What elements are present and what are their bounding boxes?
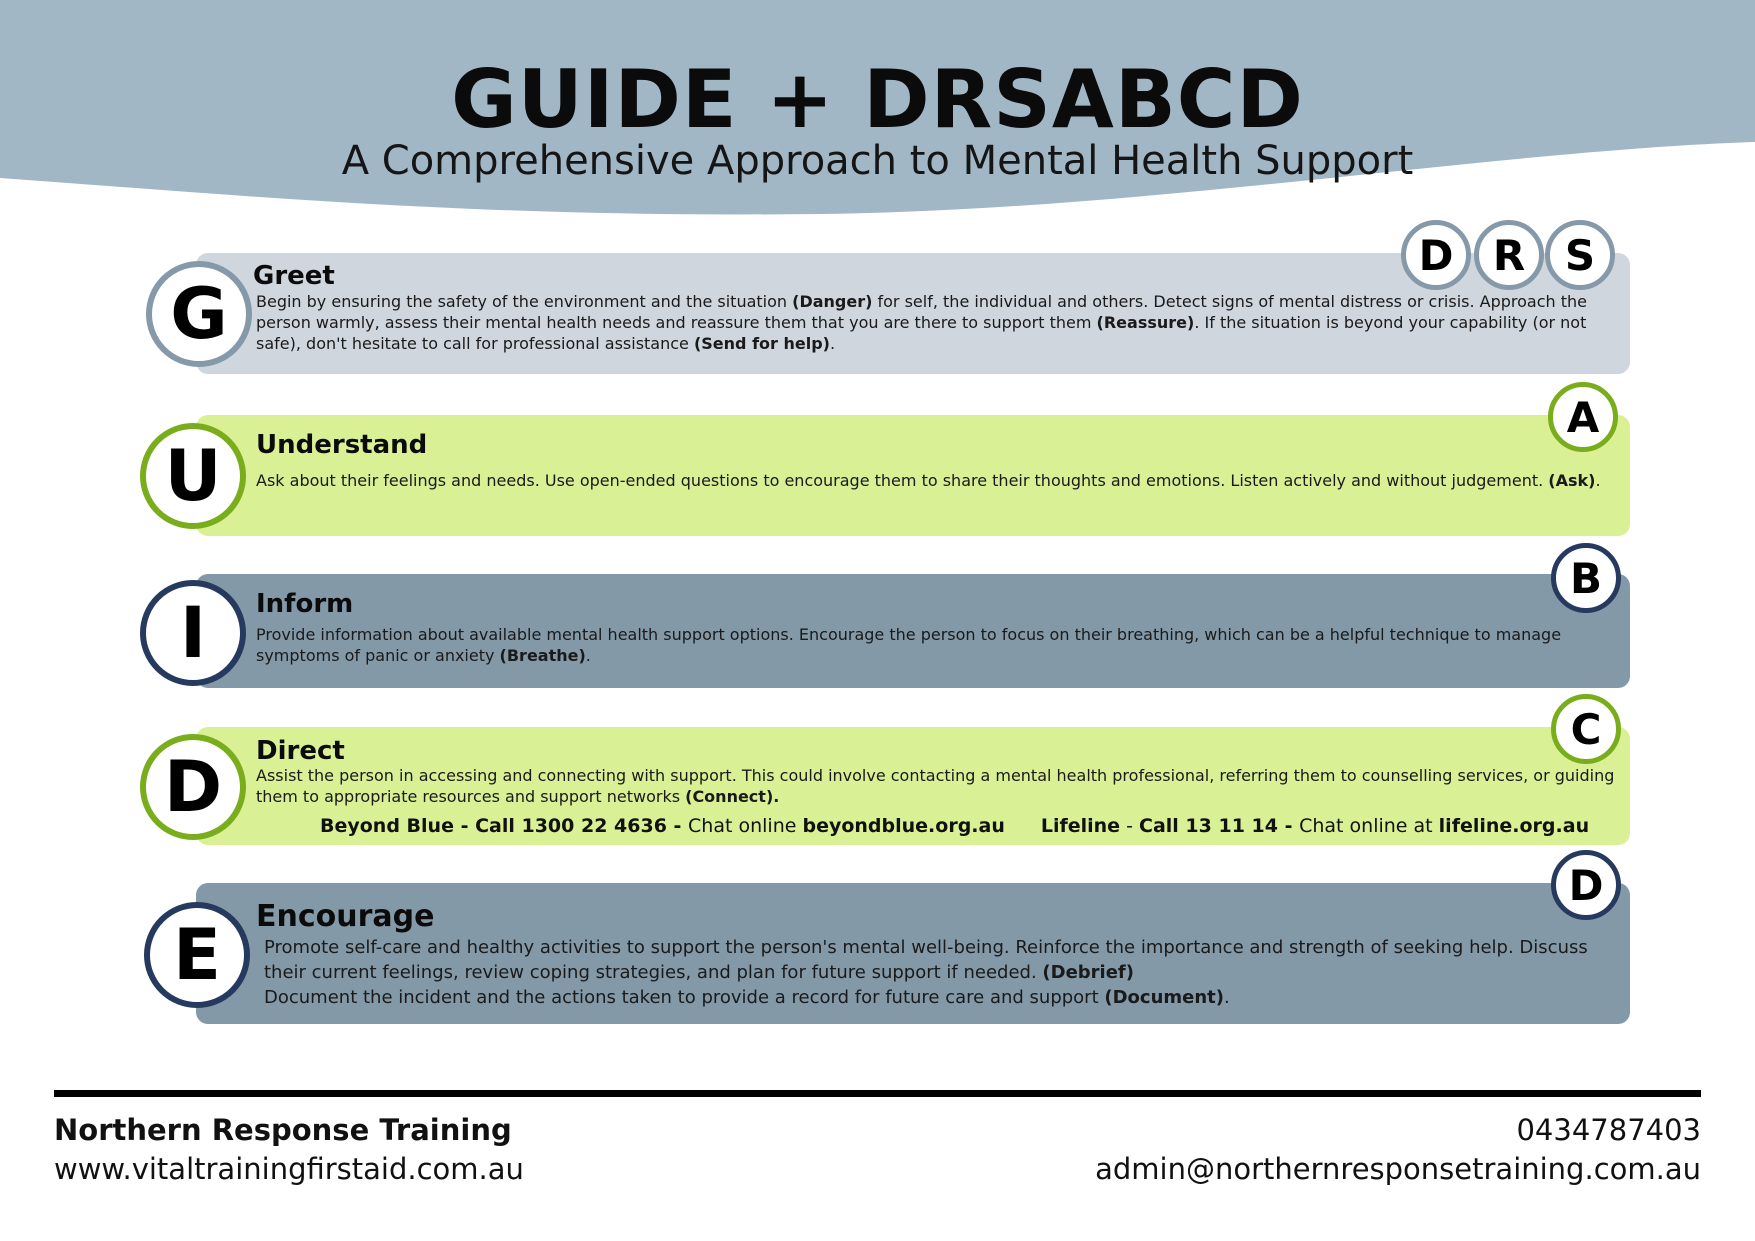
footer-divider: [54, 1090, 1701, 1097]
text-segment: . If the situation is beyond your capability (or not safe), don't hesitate to call for professional assistance: [256, 313, 1587, 353]
bold-text-segment: (Danger): [792, 292, 873, 311]
text-segment: -: [1120, 815, 1140, 837]
bold-text-segment: (Document): [1104, 987, 1225, 1008]
direct-title: Direct: [256, 736, 345, 766]
text-segment: .: [585, 646, 591, 665]
bold-text-segment: (Connect).: [685, 787, 780, 806]
understand-badge-a-letter: A: [1566, 392, 1600, 442]
greet-badge-r: [1474, 220, 1544, 290]
understand-badge-a: [1548, 382, 1618, 452]
bold-text-segment: (Ask): [1548, 471, 1596, 490]
understand-title: Understand: [256, 430, 428, 460]
text-segment: Begin by ensuring the safety of the environment and the situation: [256, 292, 793, 311]
greet-letter-circle: [146, 261, 252, 367]
inform-title: Inform: [256, 589, 354, 619]
encourage-text: [264, 935, 1614, 1010]
text-segment: .: [829, 334, 836, 353]
text-segment: Document the incident and the actions taken to provide a record for future care and support: [264, 987, 1105, 1008]
direct-badge-c-letter: C: [1570, 704, 1602, 754]
understand-letter-circle: [140, 423, 246, 529]
bold-text-segment: Lifeline: [1040, 815, 1121, 837]
text-segment: .: [1224, 987, 1230, 1008]
understand-text: [256, 470, 1616, 491]
inform-badge-b: [1551, 543, 1621, 613]
direct-letter-circle: [140, 734, 246, 840]
page-title: GUIDE + DRSABCD: [451, 53, 1304, 146]
bold-text-segment: (Reassure): [1096, 313, 1195, 332]
inform-badge-b-letter: B: [1569, 553, 1602, 603]
text-segment: Chat online at: [1299, 815, 1439, 837]
bold-text-segment: (Send for help): [693, 334, 830, 353]
encourage-letter: E: [173, 914, 221, 996]
greet-badge-s: [1545, 220, 1615, 290]
encourage-title: Encourage: [256, 899, 435, 934]
text-segment: Provide information about available mental health support options. Encourage the person to focus on their breathing, which can be a helpful technique to manage symptoms of panic or anxiety: [256, 625, 1562, 665]
text-segment: Chat online: [688, 815, 803, 837]
inform-text: [256, 624, 1616, 666]
greet-badge-r-letter: R: [1492, 230, 1526, 280]
bold-text-segment: beyondblue.org.au: [802, 815, 1005, 837]
text-segment: for self, the individual and others. Detect signs of mental distress or crisis. Approach the person warmly, assess their mental health needs and reassure them that you are there to support them: [256, 292, 1588, 332]
direct-text: [256, 765, 1616, 807]
helplines: [320, 814, 1589, 838]
footer-phone: 0434787403: [1516, 1113, 1701, 1147]
text-segment: Ask about their feelings and needs. Use open-ended questions to encourage them to share their thoughts and emotions. Listen actively and without judgement.: [256, 471, 1549, 490]
encourage-badge-d: [1551, 850, 1621, 920]
page-subtitle: A Comprehensive Approach to Mental Health Support: [341, 138, 1414, 184]
direct-letter: D: [163, 746, 223, 828]
direct-badge-c: [1551, 694, 1621, 764]
greet-letter: G: [170, 273, 228, 355]
understand-letter: U: [164, 435, 222, 517]
footer-email: admin@northernresponsetraining.com.au: [1095, 1152, 1701, 1186]
bold-text-segment: Call 13 11 14 -: [1139, 815, 1300, 837]
bold-text-segment: Beyond Blue - Call 1300 22 4636 -: [320, 815, 689, 837]
greet-text: [256, 291, 1616, 354]
footer-company-name: Northern Response Training: [54, 1113, 512, 1147]
text-segment: .: [1595, 471, 1601, 490]
inform-letter: I: [179, 592, 207, 674]
text-segment: Assist the person in accessing and connecting with support. This could involve contacting a mental health professional, referring them to counselling services, or guiding them to appropriate resources and support networks: [256, 766, 1615, 806]
footer-website: www.vitaltrainingfirstaid.com.au: [54, 1152, 524, 1186]
greet-badge-s-letter: S: [1564, 230, 1596, 280]
greet-badge-d: [1401, 220, 1471, 290]
inform-letter-circle: [140, 580, 246, 686]
encourage-letter-circle: [144, 902, 250, 1008]
bold-text-segment: lifeline.org.au: [1438, 815, 1590, 837]
bold-text-segment: (Debrief): [1042, 962, 1134, 983]
greet-badge-d-letter: D: [1418, 230, 1454, 280]
bold-text-segment: (Breathe): [499, 646, 586, 665]
greet-title: Greet: [253, 261, 335, 291]
text-segment: Promote self-care and healthy activities to support the person's mental well-being. Reinforce the importance and strength of seeking help. Discuss their current feelings, review coping strategies, and plan for future support if needed.: [264, 937, 1588, 983]
encourage-badge-d-letter: D: [1568, 860, 1604, 910]
